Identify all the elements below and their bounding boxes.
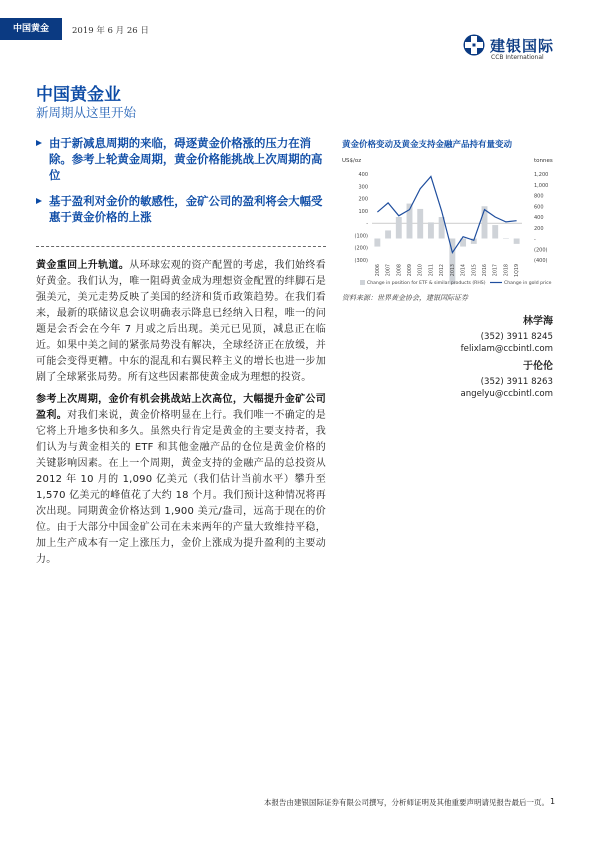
x-tick-label: 2011 — [429, 264, 435, 277]
bullet-arrow-icon — [36, 140, 42, 146]
right-tick-label: 400 — [534, 215, 544, 221]
logo-text-cn: 建银国际 — [490, 37, 555, 55]
right-tick-label: - — [534, 236, 536, 243]
key-point-text: 由于新减息周期的来临，碍逐黄金价格涨的压力在消除。参考上轮黄金周期，黄金价格能挑战上次周期的高位 — [49, 136, 323, 182]
paragraph-lead: 黄金重回上升轨道。 — [36, 260, 130, 271]
paragraph-text: 从环球宏观的资产配置的考虑，我们始终看好黄金。我们认为，唯一阻碍黄金成为理想资金配置的绊脚石是强美元，美元走势反映了美国的经济和货币政策趋势。在我们看来，最新的联储议息会议明确表示降息已经纳入日程，唯一的问题是会否会在今年 7 月或之后出现。美元已见顶，减息正在临近。如果中美之间的紧张局势没有解决，全球经济正在放缓，并可能会变得更糟。中东的混乱和右翼民粹主义的增长也进一步加剧了全球紧张局势。所有这些因素都使黄金成为理想的投资。 — [36, 260, 326, 383]
logo-text-en: CCB International — [491, 54, 544, 61]
right-axis-unit: tonnes — [534, 158, 553, 164]
left-tick-label: 400 — [358, 172, 368, 178]
etf-bar — [514, 239, 520, 244]
x-tick-label: 1Q19 — [515, 264, 521, 277]
key-point — [36, 135, 326, 183]
report-title: 中国黄金业 — [36, 85, 121, 105]
right-tick-label: 1,200 — [534, 172, 549, 178]
report-subtitle: 新周期从这里开始 — [36, 105, 137, 120]
report-date: 2019 年 6 月 26 日 — [72, 26, 149, 36]
key-point-text: 基于盈利对金价的敏感性，金矿公司的盈利将会大幅受惠于黄金价格的上涨 — [49, 194, 323, 224]
x-tick-label: 2008 — [397, 264, 403, 277]
x-tick-label: 2013 — [450, 264, 456, 277]
divider — [36, 246, 326, 247]
gold-chart-svg — [342, 150, 557, 292]
right-tick-label: 600 — [534, 204, 544, 211]
right-tick-label: (200) — [534, 247, 548, 254]
x-tick-label: 2018 — [504, 264, 510, 277]
analyst-email[interactable]: felixlam@ccbintl.com — [460, 344, 553, 354]
paragraph-lead: 参考上次周期，金价有机会挑战站上次高位，大幅提升金矿公司盈利。 — [36, 394, 326, 421]
analyst-name: 于伦伦 — [523, 361, 553, 372]
ccbi-logo-icon — [462, 33, 486, 57]
x-tick-label: 2015 — [472, 264, 478, 277]
etf-bar — [417, 209, 423, 239]
etf-bar — [385, 230, 391, 238]
left-axis-unit: US$/oz — [342, 158, 362, 164]
body-paragraph — [36, 392, 326, 568]
right-tick-label: 200 — [534, 225, 544, 232]
x-tick-label: 2012 — [440, 264, 446, 277]
key-points — [36, 135, 326, 235]
chart-source: 资料来源：世界黄金协会，建银国际证券 — [342, 294, 468, 302]
left-tick-label: (300) — [354, 258, 368, 264]
body-paragraph — [36, 258, 326, 386]
left-tick-label: 200 — [358, 196, 368, 203]
bullet-arrow-icon — [36, 198, 42, 204]
gold-chart — [342, 150, 557, 296]
section-tag: 中国黄金 — [0, 18, 62, 40]
left-tick-label: 100 — [358, 208, 368, 215]
chart-title: 黄金价格变动及黄金支持金融产品持有量变动 — [342, 140, 513, 150]
x-tick-label: 2006 — [375, 264, 381, 277]
right-tick-label: 1,000 — [534, 182, 549, 189]
disclaimer-footer: 本报告由建银国际证券有限公司撰写，分析师证明及其他重要声明请见报告最后一页。 — [264, 798, 549, 807]
etf-bar — [396, 217, 402, 239]
left-tick-label: (100) — [354, 233, 368, 240]
etf-bar — [428, 222, 434, 238]
gold-price-line — [377, 177, 516, 253]
etf-bar — [492, 225, 498, 238]
key-point — [36, 193, 326, 225]
analyst-card — [461, 312, 553, 355]
legend-label-gold: Change in gold price — [504, 281, 552, 286]
analyst-phone: (352) 3911 8245 — [480, 332, 553, 342]
analyst-name: 林学海 — [523, 316, 553, 327]
legend-label-etf: Change in position for ETF & similar products (RHS) — [367, 281, 486, 286]
x-tick-label: 2010 — [418, 264, 424, 277]
left-tick-label: (200) — [354, 245, 368, 252]
right-tick-label: 800 — [534, 193, 544, 200]
analyst-card — [460, 357, 553, 400]
left-tick-label: 300 — [358, 184, 368, 191]
analyst-email[interactable]: angelyu@ccbintl.com — [460, 389, 553, 399]
ccbi-logo — [462, 33, 572, 63]
x-tick-label: 2009 — [408, 264, 413, 277]
x-tick-label: 2016 — [483, 264, 488, 277]
etf-bar — [374, 239, 380, 247]
x-tick-label: 2007 — [386, 264, 392, 277]
analyst-phone: (352) 3911 8263 — [480, 377, 553, 387]
right-tick-label: (400) — [534, 258, 548, 264]
page-number: 1 — [550, 797, 556, 806]
etf-bar — [503, 239, 509, 240]
paragraph-text: 对我们来说，黄金价格明显在上行。我们唯一不确定的是它将上升地多快和多久。虽然央行肯定是黄金的主要支持者，我们认为与黄金相关的 ETF 和其他金融产品的仓位是黄金价格的关键影响因素。在上一个周期，黄金支持的金融产品的总投资从 2012 年 10 月的 1,090 亿美元（我们估计当前水平）攀升至 1,570 亿美元的峰值花了大约 18 个月。我们预计这种情况将再次出现。同期黄金价格达到 1,900 美元/盎司，远高于现在的价位。由于大部分中国金矿公司在未来两年的产量大致维持平稳，加上生产成本有一定上涨压力，金价上涨成为提升盈利的主要动力。 — [36, 410, 326, 565]
left-tick-label: - — [366, 221, 368, 228]
x-tick-label: 2014 — [461, 264, 467, 277]
x-tick-label: 2017 — [493, 264, 499, 277]
legend-swatch-etf — [360, 280, 365, 285]
